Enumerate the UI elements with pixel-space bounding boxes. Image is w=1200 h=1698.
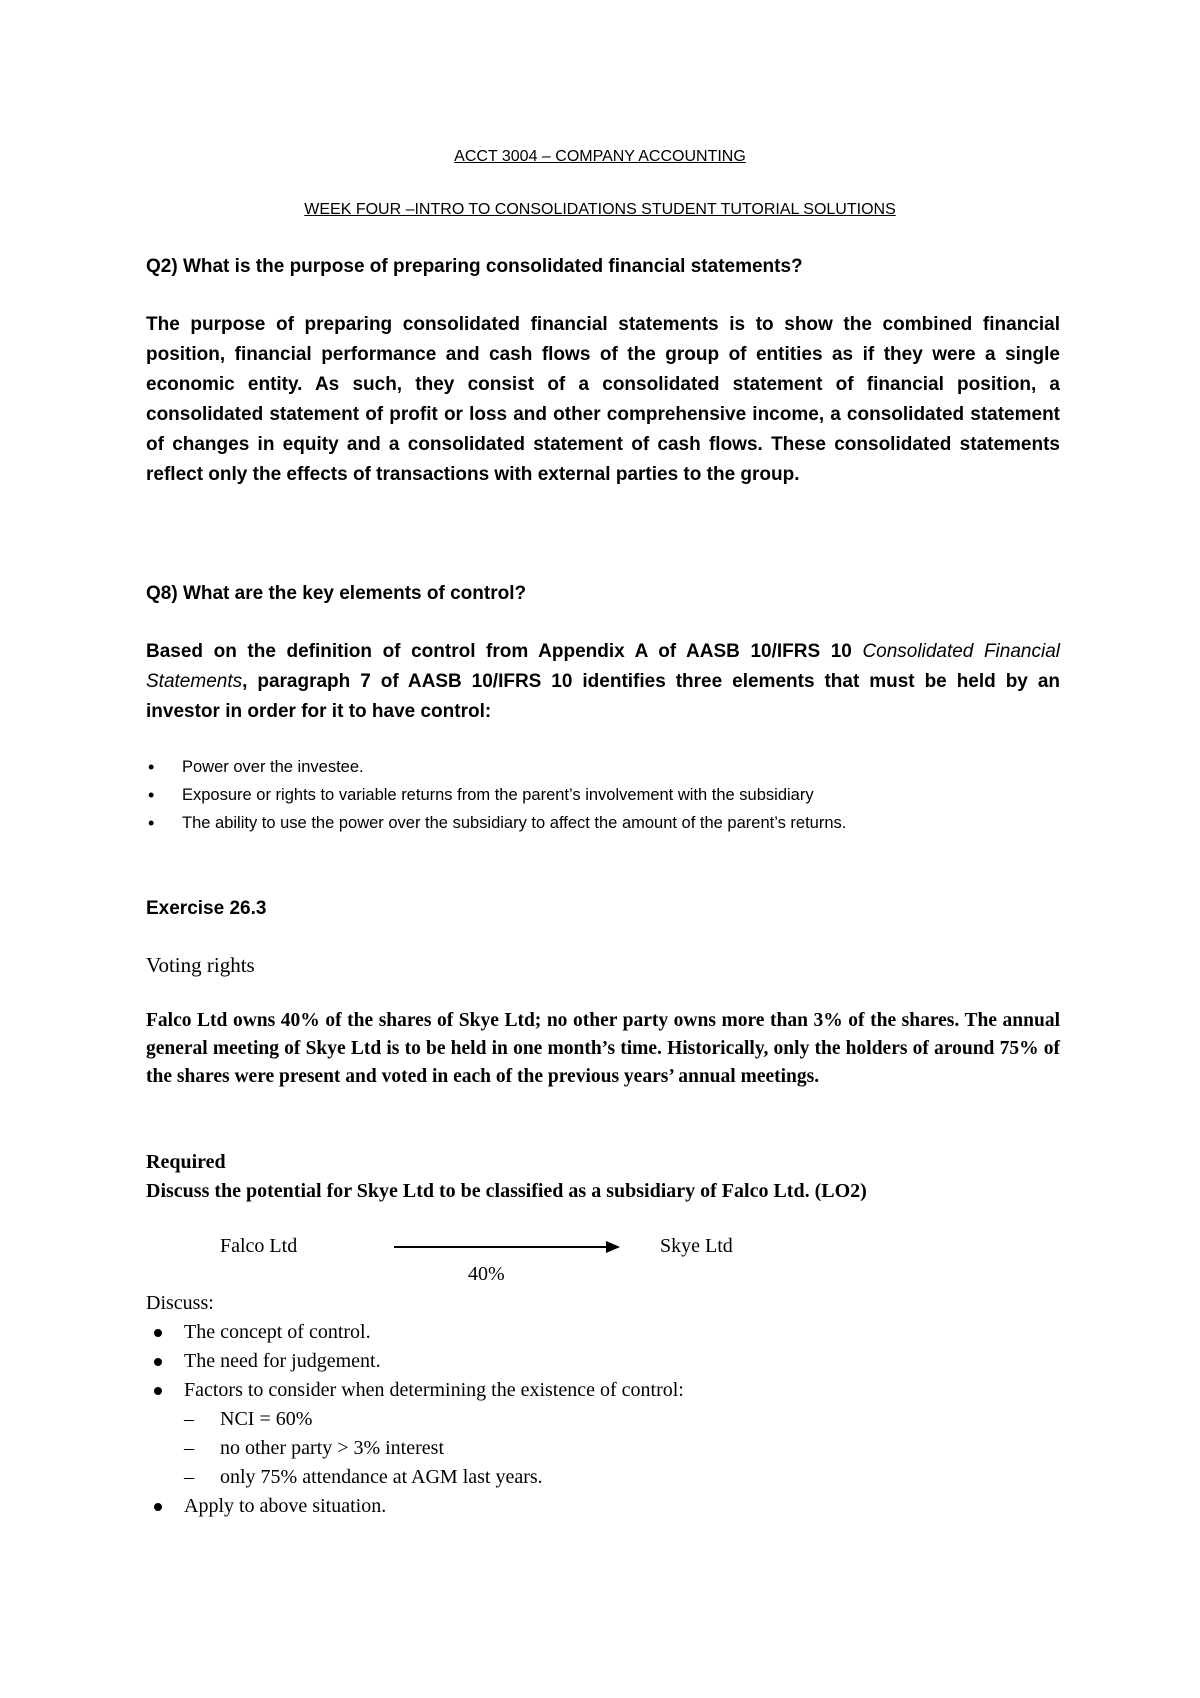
- q8-heading: Q8) What are the key elements of control?: [146, 583, 527, 604]
- list-item: • Power over the investee.: [146, 753, 846, 781]
- list-item: • Exposure or rights to variable returns from the parent’s involvement with the subsidiary: [146, 781, 846, 809]
- document-title: ACCT 3004 – COMPANY ACCOUNTING: [454, 148, 746, 165]
- q2-heading: Q2) What is the purpose of preparing consolidated financial statements?: [146, 256, 803, 277]
- discuss-label: Discuss:: [146, 1292, 214, 1314]
- required-label: Required: [146, 1151, 226, 1173]
- required-text: Discuss the potential for Skye Ltd to be classified as a subsidiary of Falco Ltd. (LO2): [146, 1180, 867, 1202]
- q8-answer-italic: Consolidated Financial Statements: [146, 641, 1060, 692]
- q2-answer: The purpose of preparing consolidated financial statements is to show the combined financial position, financial performance and cash flows of the group of entities as if they were a single economic entity. As such, they consist of a consolidated statement of financial position, a consolidated statement of profit or loss and other comprehensive income, a consolidated statement of changes in equity and a consolidated statement of cash flows. These consolidated statements reflect only the effects of transactions with external parties to the group.: [146, 314, 1060, 485]
- list-item: • The ability to use the power over the subsidiary to affect the amount of the parent’s returns.: [146, 809, 846, 837]
- list-item: The concept of control.: [146, 1318, 684, 1347]
- diagram-ownership-percent: 40%: [468, 1263, 505, 1285]
- q8-answer: [146, 637, 1060, 727]
- diagram-subsidiary-label: Skye Ltd: [660, 1235, 733, 1257]
- list-item: – NCI = 60%: [146, 1405, 684, 1434]
- list-item: The need for judgement.: [146, 1347, 684, 1376]
- ownership-arrow-icon: [392, 1237, 622, 1257]
- q8-answer-part2: , paragraph 7 of AASB 10/IFRS 10 identifies three elements that must be held by an investor in order for it to have control:: [146, 671, 1060, 722]
- exercise-subheading: Voting rights: [146, 953, 255, 977]
- list-item: – no other party > 3% interest: [146, 1434, 684, 1463]
- control-elements-list: [146, 753, 846, 837]
- diagram-parent-label: Falco Ltd: [220, 1235, 298, 1257]
- q8-answer-part1: Based on the definition of control from Appendix A of AASB 10/IFRS 10: [146, 641, 863, 662]
- document-subtitle: WEEK FOUR –INTRO TO CONSOLIDATIONS STUDENT TUTORIAL SOLUTIONS: [304, 201, 896, 218]
- exercise-heading: Exercise 26.3: [146, 898, 267, 919]
- discussion-list: [146, 1318, 684, 1521]
- list-item: Factors to consider when determining the existence of control:: [146, 1376, 684, 1405]
- exercise-scenario: Falco Ltd owns 40% of the shares of Skye Ltd; no other party owns more than 3% of the shares. The annual general meeting of Skye Ltd is to be held in one month’s time. Historically, only the holders of around 75% of the shares were present and voted in each of the previous years’ annual meetings.: [146, 1010, 1060, 1087]
- list-item: Apply to above situation.: [146, 1492, 684, 1521]
- list-item: – only 75% attendance at AGM last years.: [146, 1463, 684, 1492]
